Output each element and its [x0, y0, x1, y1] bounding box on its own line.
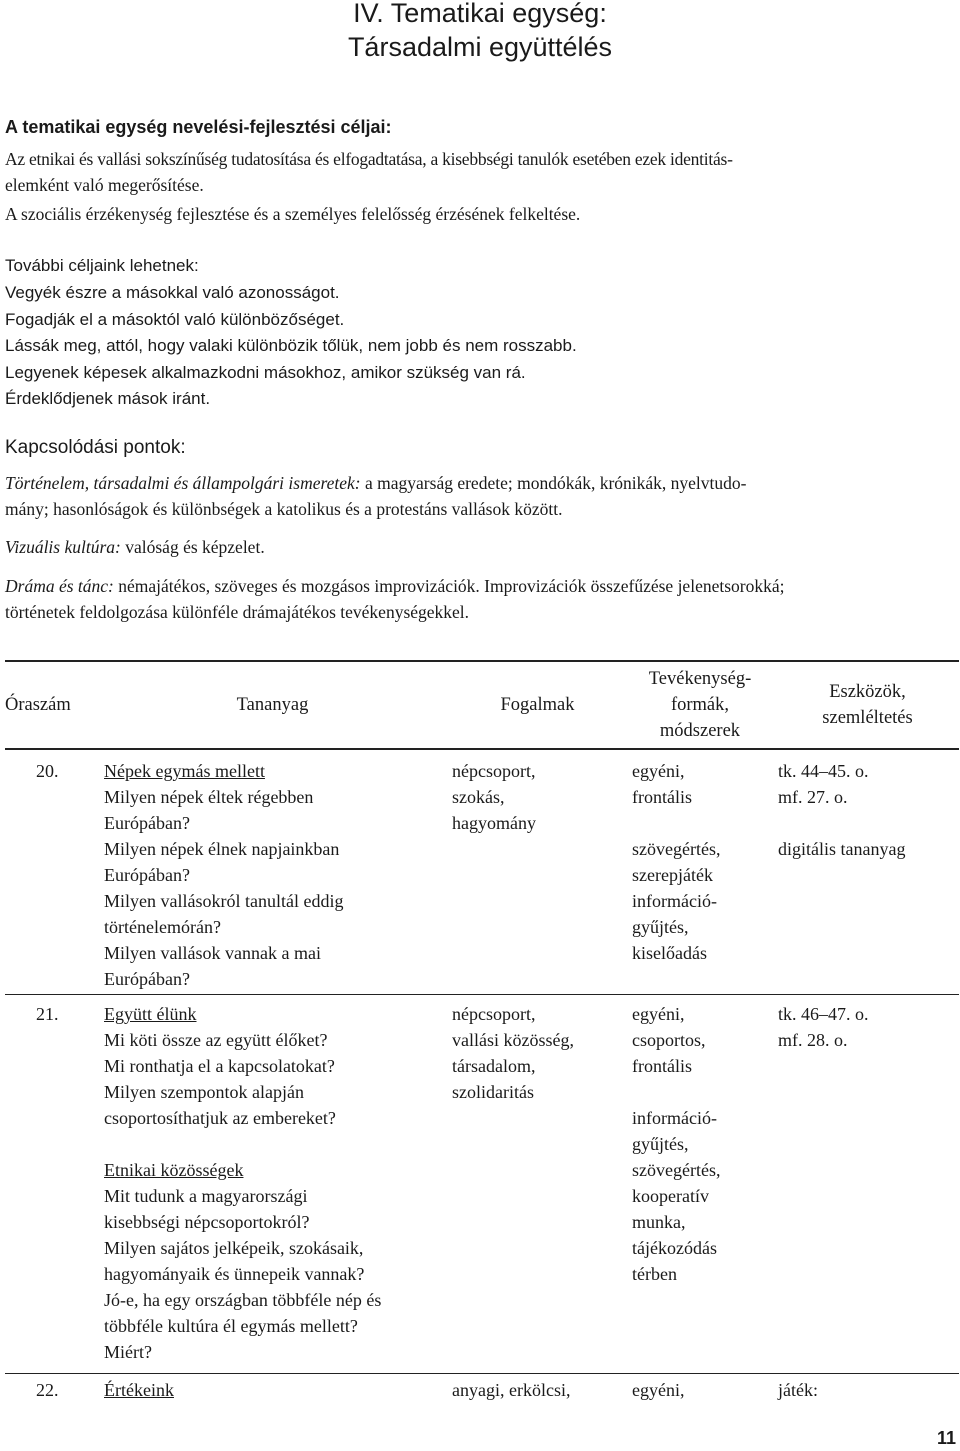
activity: kooperatív	[632, 1186, 709, 1206]
concept: hagyomány	[452, 813, 536, 833]
drama-text: némajátékos, szöveges és mozgásos improvizációk. Improvizációk összefűzése jelenetsorokká;	[113, 576, 785, 596]
activity: szövegértés,	[632, 839, 721, 859]
topic-line: történelemórán?	[104, 917, 221, 937]
activity: kiselőadás	[632, 943, 707, 963]
topic-line: Milyen vallásokról tanultál eddig	[104, 891, 344, 911]
th-activity	[625, 666, 775, 744]
goals-heading: A tematikai egység nevelési-fejlesztési céljai:	[5, 117, 392, 137]
goals-paragraph-2: A szociális érzékenység fejlesztése és a személyes felelősség érzésének felkeltése.	[5, 204, 581, 224]
tool: tk. 46–47. o.	[778, 1004, 869, 1024]
activity: frontális	[632, 1056, 692, 1076]
row-21-tools	[778, 1001, 869, 1053]
topic-line: Miért?	[104, 1342, 152, 1362]
topic-line: Európában?	[104, 813, 190, 833]
row-21-concepts	[452, 1001, 574, 1105]
row-20-hour: 20.	[36, 761, 59, 781]
connections-drama	[5, 573, 784, 625]
activity: szövegértés,	[632, 1160, 721, 1180]
row-20-topic	[104, 758, 343, 992]
topic-line: Mit tudunk a magyarországi	[104, 1186, 308, 1206]
topic-line: Milyen népek éltek régebben	[104, 787, 314, 807]
row-21-activity	[632, 1001, 720, 1287]
topic-line: Mi ronthatja el a kapcsolatokat?	[104, 1056, 335, 1076]
further-goals-heading: További céljaink lehetnek:	[5, 256, 199, 275]
th-tools	[785, 679, 950, 731]
th-activity-line: módszerek	[659, 721, 741, 741]
history-text-line2: mány; hasonlóságok és különbségek a katolikus és a protestáns vallások között.	[5, 499, 563, 519]
th-activity-line: formák,	[670, 695, 730, 715]
further-goal-item: Lássák meg, attól, hogy valaki különbözik tőlük, nem jobb és nem rosszabb.	[5, 336, 577, 355]
connections-heading: Kapcsolódási pontok:	[5, 437, 186, 458]
page-title-line2: Társadalmi együttélés	[347, 32, 613, 62]
visual-label: Vizuális kultúra:	[5, 537, 121, 557]
th-concepts: Fogalmak	[500, 695, 575, 715]
tool: mf. 27. o.	[778, 787, 848, 807]
topic-line: Mi köti össze az együtt élőket?	[104, 1030, 328, 1050]
further-goals-list	[5, 280, 577, 413]
th-activity-line: Tevékenység-	[648, 669, 752, 689]
connections-visual	[5, 534, 265, 560]
row-separator	[5, 994, 959, 995]
activity: információ-	[632, 891, 717, 911]
further-goal-item: Vegyék észre a másokkal való azonosságot.	[5, 283, 340, 302]
topic-line: hagyományaik és ünnepeik vannak?	[104, 1264, 365, 1284]
tool: tk. 44–45. o.	[778, 761, 869, 781]
row-21-hour: 21.	[36, 1004, 59, 1024]
tool: mf. 28. o.	[778, 1030, 848, 1050]
concept: népcsoport,	[452, 761, 536, 781]
page-title-line1: IV. Tematikai egység:	[353, 0, 607, 28]
table-header-rule	[5, 748, 959, 750]
row-20-concepts	[452, 758, 536, 836]
th-topic: Tananyag	[236, 695, 309, 715]
topic-line: csoportosíthatjuk az embereket?	[104, 1108, 336, 1128]
row-22-concepts: anyagi, erkölcsi,	[452, 1380, 571, 1400]
activity	[632, 1079, 720, 1105]
topic-line: Milyen vallások vannak a mai	[104, 943, 321, 963]
activity: információ-	[632, 1108, 717, 1128]
topic-line: többféle kultúra él egymás mellett?	[104, 1316, 358, 1336]
topic-line: Milyen népek élnek napjainkban	[104, 839, 340, 859]
topic-line: Milyen szempontok alapján	[104, 1082, 304, 1102]
tool: digitális tananyag	[778, 839, 906, 859]
topic-line: Európában?	[104, 969, 190, 989]
activity: térben	[632, 1264, 677, 1284]
history-text: a magyarság eredete; mondókák, krónikák, nyelvtudo-	[360, 473, 747, 493]
further-goal-item: Legyenek képesek alkalmazkodni másokhoz, amikor szükség van rá.	[5, 362, 526, 382]
further-goal-item: Fogadják el a másoktól való különbözőséget.	[5, 309, 345, 329]
concept: társadalom,	[452, 1056, 536, 1076]
th-tools-line: Eszközök,	[829, 682, 906, 702]
row-20-activity	[632, 758, 720, 966]
visual-text: valóság és képzelet.	[120, 537, 265, 557]
row-22-tools: játék:	[778, 1380, 818, 1400]
drama-text-line2: történetek feldolgozása különféle drámajátékos tevékenységekkel.	[5, 602, 470, 622]
activity: tájékozódás	[632, 1238, 717, 1258]
row-22-activity: egyéni,	[632, 1380, 685, 1400]
row-22-topic: Értékeink	[104, 1380, 174, 1400]
connections-history	[5, 470, 747, 522]
activity: munka,	[632, 1212, 686, 1232]
history-label: Történelem, társadalmi és állampolgári ismeretek:	[5, 473, 361, 493]
goals-p1-line2: elemként való megerősítése.	[5, 175, 204, 195]
topic-line: Európában?	[104, 865, 190, 885]
topic-line: Jó-e, ha egy országban többféle nép és	[104, 1290, 382, 1310]
concept: népcsoport,	[452, 1004, 536, 1024]
activity: egyéni,	[632, 1004, 685, 1024]
row-20-tools	[778, 758, 905, 862]
concept: vallási közösség,	[452, 1030, 574, 1050]
topic-title: Együtt élünk	[104, 1004, 197, 1024]
concept: szokás,	[452, 787, 505, 807]
activity: egyéni,	[632, 761, 685, 781]
topic-line: Milyen sajátos jelképeik, szokásaik,	[104, 1238, 364, 1258]
further-goal-item: Érdeklődjenek mások iránt.	[5, 389, 211, 408]
activity	[632, 810, 720, 836]
activity: gyűjtés,	[632, 1134, 689, 1154]
activity: frontális	[632, 787, 692, 807]
tool	[778, 810, 905, 836]
table-top-rule	[5, 660, 959, 662]
goals-p1-line1: Az etnikai és vallási sokszínűség tudatosítása és elfogadtatása, a kisebbségi tanulók esetében ezek identitás-	[5, 149, 733, 169]
topic-title: Népek egymás mellett	[104, 761, 265, 781]
concept: szolidaritás	[452, 1082, 534, 1102]
th-hour: Óraszám	[5, 695, 71, 715]
activity: szerepjáték	[632, 865, 713, 885]
page-number: 11	[936, 1428, 956, 1448]
activity: csoportos,	[632, 1030, 706, 1050]
activity: gyűjtés,	[632, 917, 689, 937]
row-separator	[5, 1373, 959, 1374]
topic-line: kisebbségi népcsoportokról?	[104, 1212, 310, 1232]
topic-subtitle: Etnikai közösségek	[104, 1160, 244, 1180]
th-tools-line: szemléltetés	[822, 708, 913, 728]
row-22-hour: 22.	[36, 1380, 59, 1400]
goals-paragraph-1	[5, 146, 733, 198]
drama-label: Dráma és tánc:	[5, 576, 114, 596]
row-21-topic	[104, 1001, 381, 1365]
